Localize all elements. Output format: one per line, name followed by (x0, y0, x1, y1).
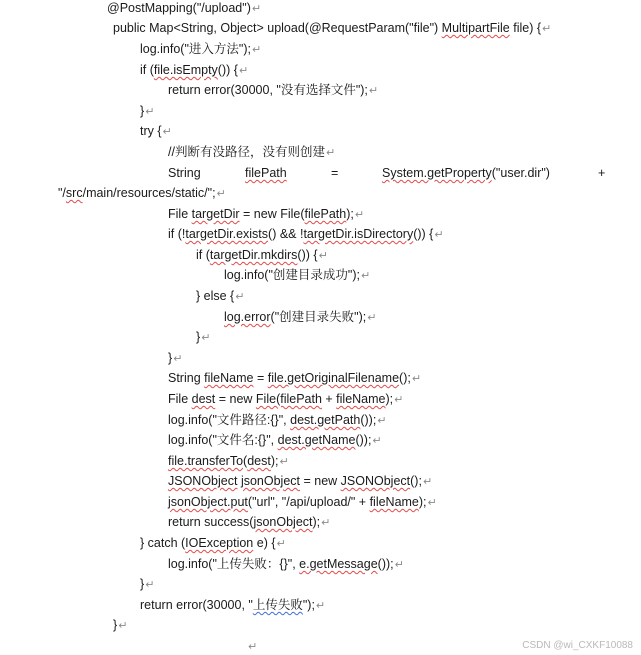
code-line-filepath-property: System.getProperty("user.dir") (382, 166, 550, 180)
code-line-close-outer-if: }↵ (168, 351, 183, 365)
code-line-close-method: }↵ (113, 618, 128, 632)
code-line-empty: ↵ (248, 641, 258, 653)
code-line-dest: File dest = new File(filePath + fileName);↵ (168, 392, 404, 406)
code-line-close-if: }↵ (140, 104, 155, 118)
code-line-filename: String fileName = file.getOriginalFilename();↵ (168, 371, 422, 385)
code-line-annotation: @PostMapping("/upload")↵ (107, 1, 262, 15)
code-line-filepath-eq: = (331, 166, 339, 180)
code-line-json-put: jsonObject.put("url", "/api/upload/" + fileName);↵ (168, 495, 437, 509)
code-line-log-name: log.info("文件名:{}", dest.getName());↵ (168, 433, 382, 447)
code-line-return-success: return success(jsonObject);↵ (168, 515, 331, 529)
watermark: CSDN @wi_CXKF10088 (522, 640, 633, 651)
code-line-filepath-part1: String (168, 166, 201, 180)
code-line-if-empty: if (file.isEmpty()) {↵ (140, 63, 249, 77)
code-line-filepath-plus: + (598, 166, 606, 180)
code-line-method-signature: public Map<String, Object> upload(@RequestParam("file") MultipartFile file) {↵ (113, 21, 552, 35)
code-line-transfer: file.transferTo(dest);↵ (168, 454, 289, 468)
code-line-targetdir: File targetDir = new File(filePath);↵ (168, 207, 365, 221)
code-line-filepath-var: filePath (245, 166, 287, 180)
code-line-log-mkdir-success: log.info("创建目录成功");↵ (224, 268, 371, 282)
code-line-try: try {↵ (140, 124, 172, 138)
code-line-close-inner-if: }↵ (196, 330, 211, 344)
code-line-if-not-exists: if (!targetDir.exists() && !targetDir.isDirectory()) {↵ (168, 227, 444, 241)
code-line-close-catch: }↵ (140, 577, 155, 591)
code-line-log-path: log.info("文件路径:{}", dest.getPath());↵ (168, 413, 387, 427)
code-line-comment: //判断有没路径，没有则创建↵ (168, 145, 336, 159)
code-line-if-mkdirs: if (targetDir.mkdirs()) {↵ (196, 248, 328, 262)
code-line-catch: } catch (IOException e) {↵ (140, 536, 286, 550)
code-line-jsonobject: JSONObject jsonObject = new JSONObject();↵ (168, 474, 433, 488)
code-line-return-error: return error(30000, "上传失败");↵ (140, 598, 326, 612)
code-line-filepath-part2: "/src/main/resources/static/";↵ (58, 186, 226, 200)
code-line-log-enter: log.info("进入方法");↵ (140, 42, 262, 56)
code-line-else: } else {↵ (196, 289, 245, 303)
code-line-log-mkdir-fail: log.error("创建目录失败");↵ (224, 310, 377, 324)
code-line-log-upload-fail: log.info("上传失败：{}", e.getMessage());↵ (168, 557, 404, 571)
code-line-return-no-file: return error(30000, "没有选择文件");↵ (168, 83, 379, 97)
